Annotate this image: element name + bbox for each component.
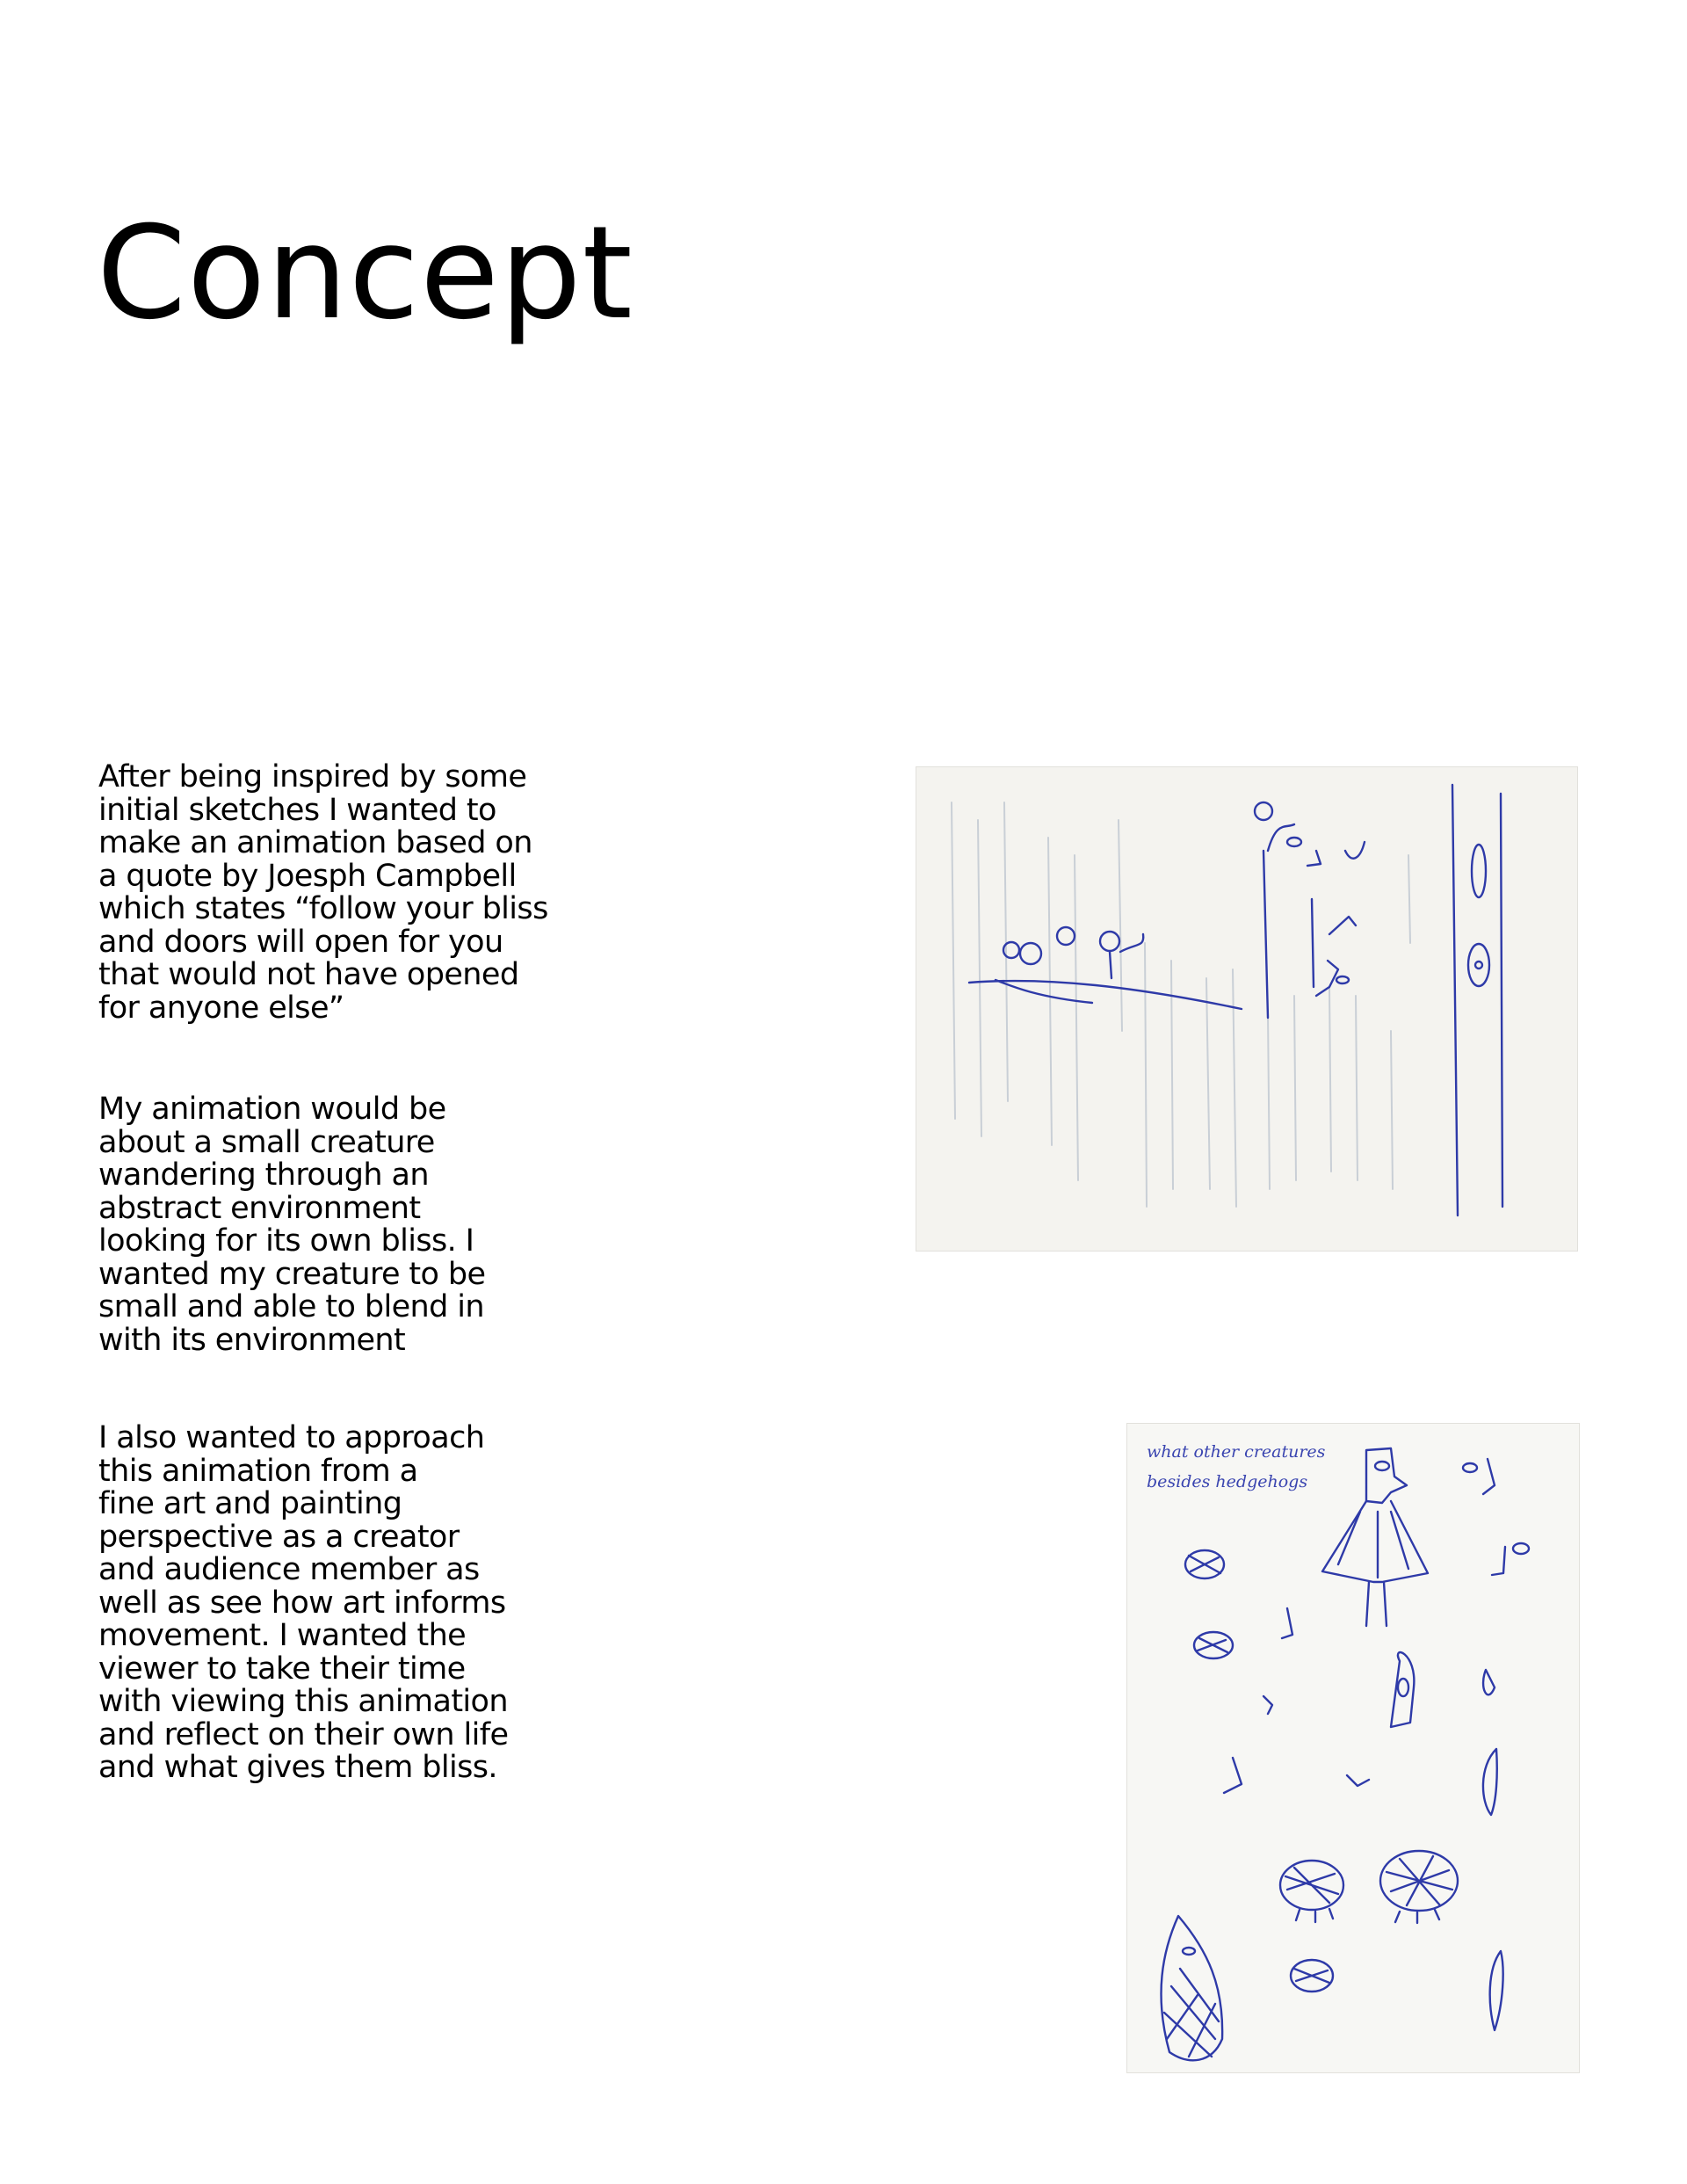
caped-figure-drawing: [1322, 1448, 1428, 1626]
concept-paragraph-2: My animation would be about a small creature wandering through an abstract environment looking for its own bliss. I wanted my creature to be small and able to blend in with its environment: [98, 1092, 486, 1358]
hedgehog-drawings: [1185, 1550, 1458, 1992]
concept-paragraph-1: After being inspired by some initial sketches I wanted to make an animation based on a quote by Joesph Campbell which states “follow your bliss and doors will open for you that would not have opened for anyone else”: [98, 759, 548, 1026]
sketch-1-drawing: [916, 767, 1577, 1251]
large-hedgehog-drawing: [1162, 1916, 1223, 2060]
bleed-through-text: [952, 802, 1410, 1207]
sketch-note-line-2: besides hedgehogs: [1147, 1472, 1308, 1491]
page-title: Concept: [97, 199, 634, 348]
sketchbook-image-2: [1127, 1424, 1579, 2072]
abstract-shape-drawings: [1224, 1459, 1529, 2030]
sketch-2-drawing: [1127, 1424, 1579, 2072]
sketch-note-line-1: what other creatures: [1147, 1442, 1326, 1462]
flower-ground-drawing: [969, 927, 1242, 1009]
concept-paragraph-3: I also wanted to approach this animation from a fine art and painting perspective as a creator and audience member as well as see how art informs movement. I wanted the viewer to take their time with viewing this animation and reflect on their own life and what gives them bliss.: [98, 1420, 509, 1785]
eye-column-drawing: [1452, 785, 1502, 1215]
sketchbook-image-1: [916, 767, 1577, 1251]
face-figure-drawing: [1255, 802, 1365, 1018]
